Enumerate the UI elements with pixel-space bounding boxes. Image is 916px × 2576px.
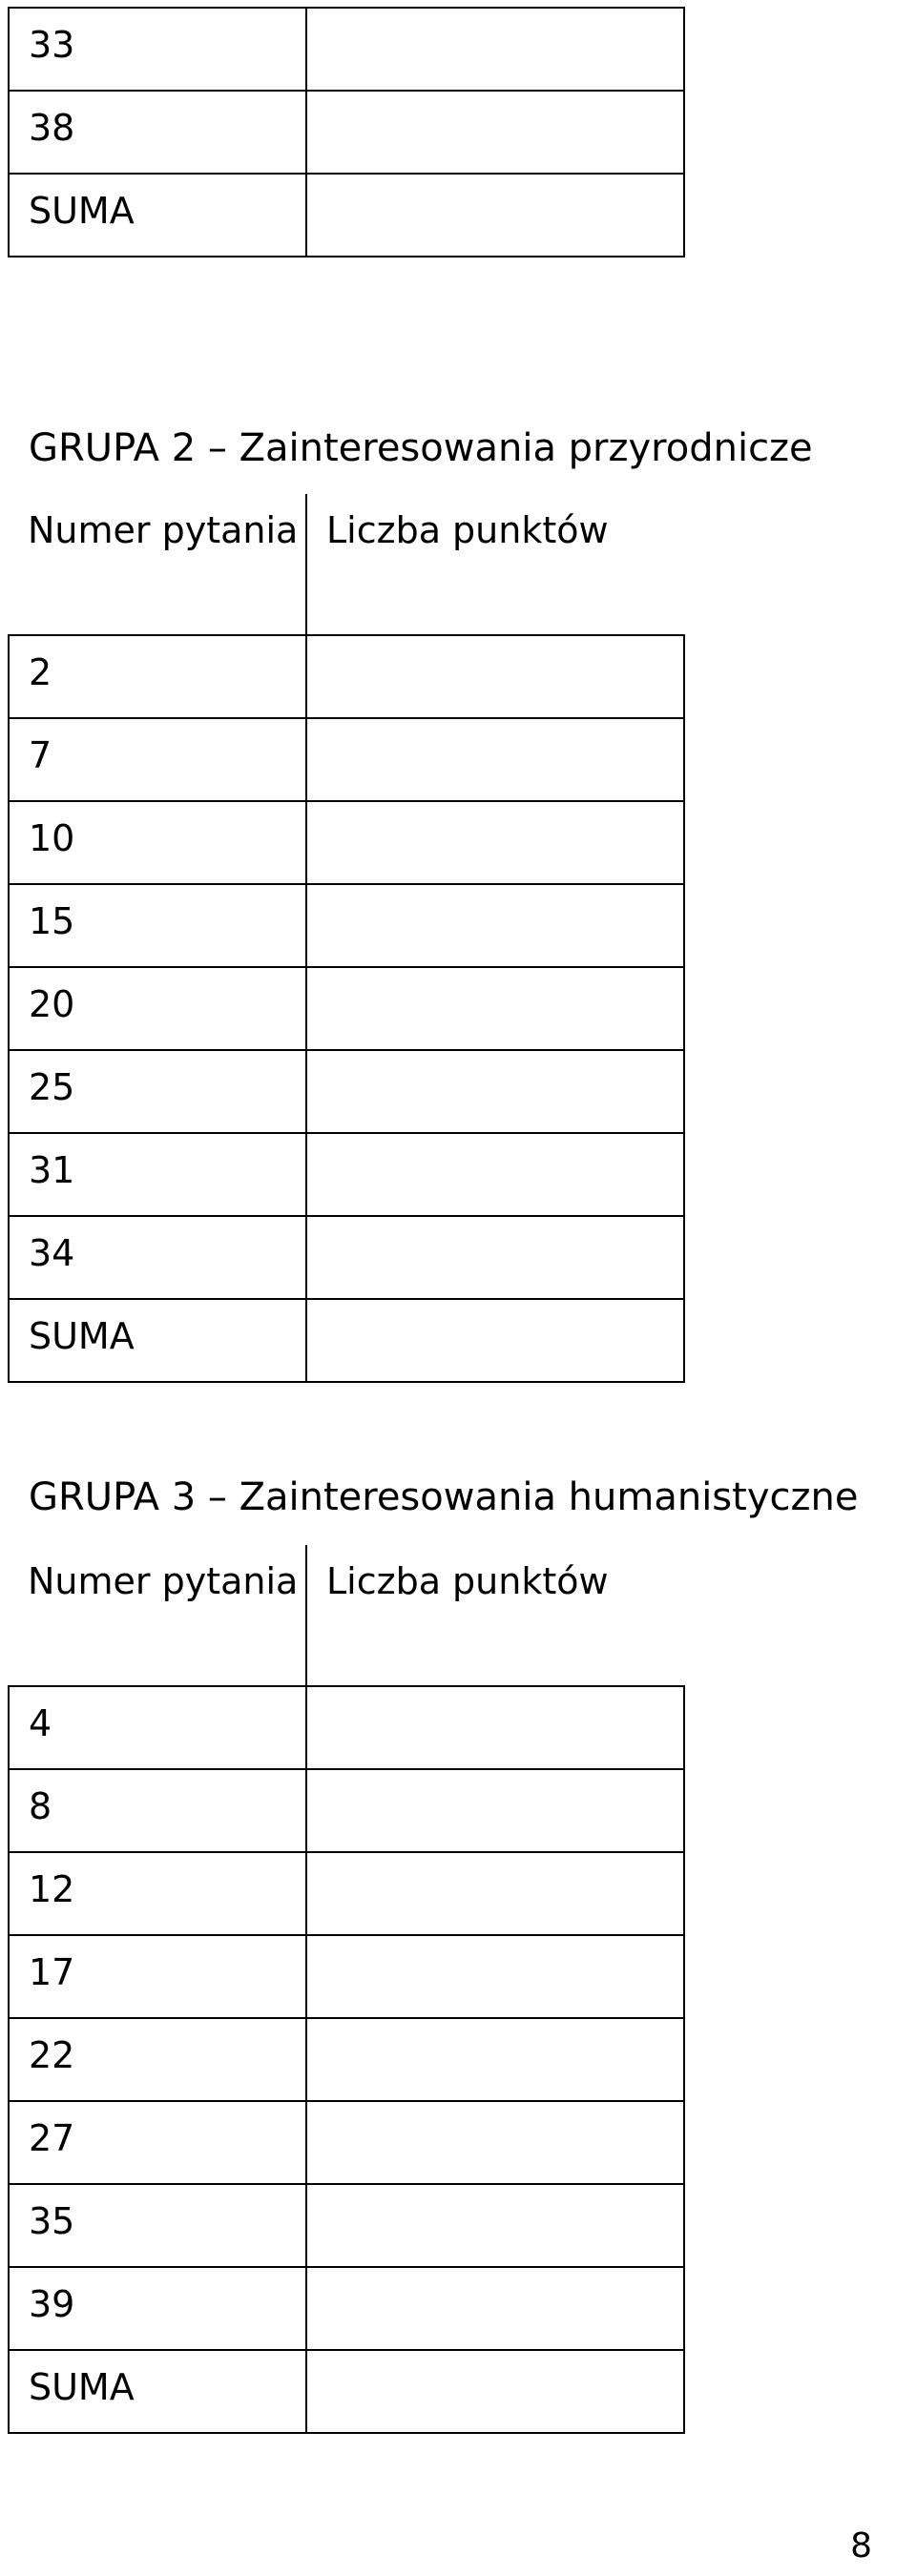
sum-label: SUMA [9,2350,306,2433]
table-row [9,1935,684,2018]
points-cell[interactable] [306,1686,684,1769]
table-header-row [9,1545,684,1686]
group2-table [8,494,685,1383]
question-number: 8 [9,1769,306,1852]
table-row [9,91,684,174]
question-number: 33 [9,8,306,91]
points-cell[interactable] [306,1133,684,1216]
points-cell[interactable] [306,884,684,967]
table-row [9,1216,684,1299]
table-row-sum [9,174,684,257]
question-number: 22 [9,2018,306,2101]
question-number: 15 [9,884,306,967]
question-number: 17 [9,1935,306,2018]
points-cell[interactable] [306,2267,684,2350]
sum-points-cell[interactable] [306,1299,684,1382]
table-row [9,1133,684,1216]
points-cell[interactable] [306,91,684,174]
table-row-sum [9,2350,684,2433]
table-row [9,1852,684,1935]
points-cell[interactable] [306,1769,684,1852]
table-row [9,2101,684,2184]
table-row [9,2018,684,2101]
table-row [9,635,684,718]
points-cell[interactable] [306,8,684,91]
question-number: 39 [9,2267,306,2350]
table-row [9,2267,684,2350]
column-header-question-number: Numer pytania [9,494,306,635]
sum-points-cell[interactable] [306,174,684,257]
question-number: 20 [9,967,306,1050]
group2-title: GRUPA 2 – Zainteresowania przyrodnicze [29,426,813,470]
points-cell[interactable] [306,801,684,884]
table-row-sum [9,1299,684,1382]
column-header-points: Liczba punktów [306,1545,684,1686]
question-number: 34 [9,1216,306,1299]
table-header-row [9,494,684,635]
question-number: 35 [9,2184,306,2267]
column-header-question-number: Numer pytania [9,1545,306,1686]
table-row [9,1686,684,1769]
question-number: 27 [9,2101,306,2184]
points-cell[interactable] [306,2101,684,2184]
points-cell[interactable] [306,2184,684,2267]
table-row [9,8,684,91]
sum-points-cell[interactable] [306,2350,684,2433]
question-number: 38 [9,91,306,174]
column-header-points: Liczba punktów [306,494,684,635]
question-number: 12 [9,1852,306,1935]
sum-label: SUMA [9,1299,306,1382]
table-row [9,2184,684,2267]
sum-label: SUMA [9,174,306,257]
points-cell[interactable] [306,1050,684,1133]
group3-table [8,1545,685,2434]
group3-title: GRUPA 3 – Zainteresowania humanistyczne [29,1475,859,1519]
table-row [9,884,684,967]
table-row [9,718,684,801]
points-cell[interactable] [306,2018,684,2101]
points-cell[interactable] [306,1935,684,2018]
table-row [9,1050,684,1133]
table-row [9,1769,684,1852]
points-cell[interactable] [306,718,684,801]
group1-tail-table [8,7,685,258]
points-cell[interactable] [306,635,684,718]
page-number: 8 [850,2526,872,2566]
points-cell[interactable] [306,1852,684,1935]
points-cell[interactable] [306,967,684,1050]
question-number: 25 [9,1050,306,1133]
question-number: 10 [9,801,306,884]
table-row [9,967,684,1050]
question-number: 4 [9,1686,306,1769]
question-number: 7 [9,718,306,801]
table-row [9,801,684,884]
question-number: 2 [9,635,306,718]
points-cell[interactable] [306,1216,684,1299]
question-number: 31 [9,1133,306,1216]
